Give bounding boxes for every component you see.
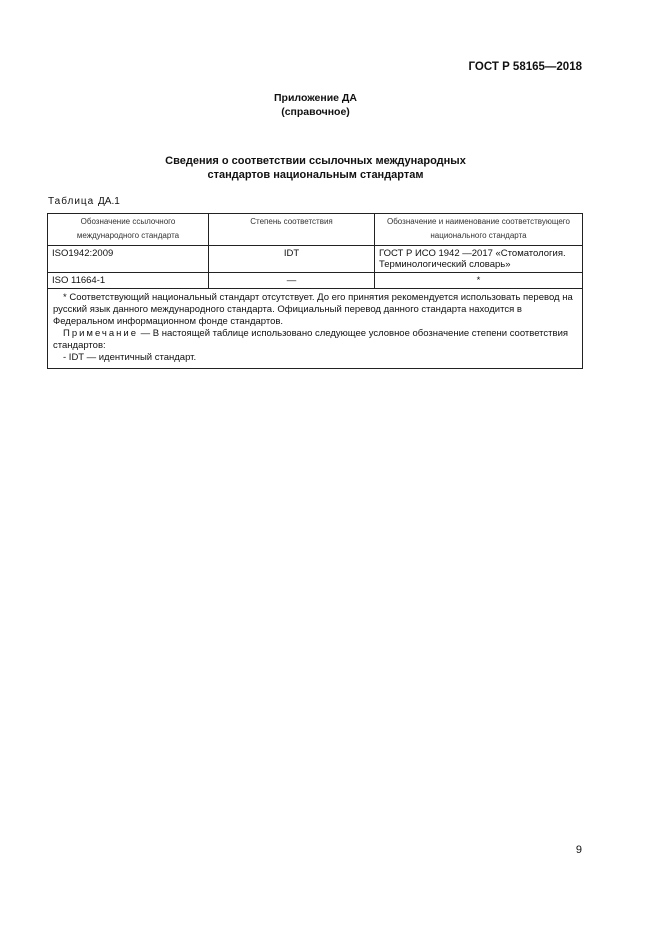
cell-intl: ISO 11664-1 bbox=[48, 273, 209, 289]
footnote: * Соответствующий национальный стандарт отсутствует. До его принятия рекомендуется использовать перевод на русский язык данного международного стандарта. Официальный перевод данного стандарта находится в Федеральном информационном фонде стандартов. bbox=[53, 292, 573, 327]
document-code: ГОСТ Р 58165—2018 bbox=[468, 61, 582, 73]
heading-line-1: Сведения о соответствии ссылочных международных bbox=[165, 155, 466, 167]
column-header-degree: Степень соответствия bbox=[209, 214, 375, 246]
page-number: 9 bbox=[575, 844, 582, 856]
table-row bbox=[48, 246, 583, 273]
cell-national: * bbox=[375, 273, 583, 289]
table-caption bbox=[48, 196, 120, 207]
table-caption-number: ДА.1 bbox=[98, 196, 120, 207]
note-label: Примечание bbox=[63, 328, 138, 339]
table-notes bbox=[48, 289, 583, 369]
column-header-national: Обозначение и наименование соответствующего национального стандарта bbox=[375, 214, 583, 246]
note-item: - IDT — идентичный стандарт. bbox=[63, 352, 197, 363]
section-heading bbox=[0, 154, 631, 182]
table-caption-word: Таблица bbox=[48, 196, 95, 207]
correspondence-table bbox=[47, 213, 583, 369]
column-header-intl: Обозначение ссылочного международного стандарта bbox=[48, 214, 209, 246]
appendix-title: Приложение ДА bbox=[274, 92, 357, 104]
table-header-row bbox=[48, 214, 583, 246]
cell-degree: — bbox=[209, 273, 375, 289]
appendix-subtitle: (справочное) bbox=[281, 106, 350, 118]
table-notes-row bbox=[48, 289, 583, 369]
heading-line-2: стандартов национальным стандартам bbox=[207, 169, 424, 181]
note bbox=[53, 328, 577, 352]
cell-intl: ISO1942:2009 bbox=[48, 246, 209, 273]
note-text: — В настоящей таблице использовано следующее условное обозначение степени соответствия стандартов: bbox=[53, 328, 569, 351]
table-row bbox=[48, 273, 583, 289]
cell-degree: IDT bbox=[209, 246, 375, 273]
cell-national: ГОСТ Р ИСО 1942 —2017 «Стоматология. Терминологический словарь» bbox=[375, 246, 583, 273]
